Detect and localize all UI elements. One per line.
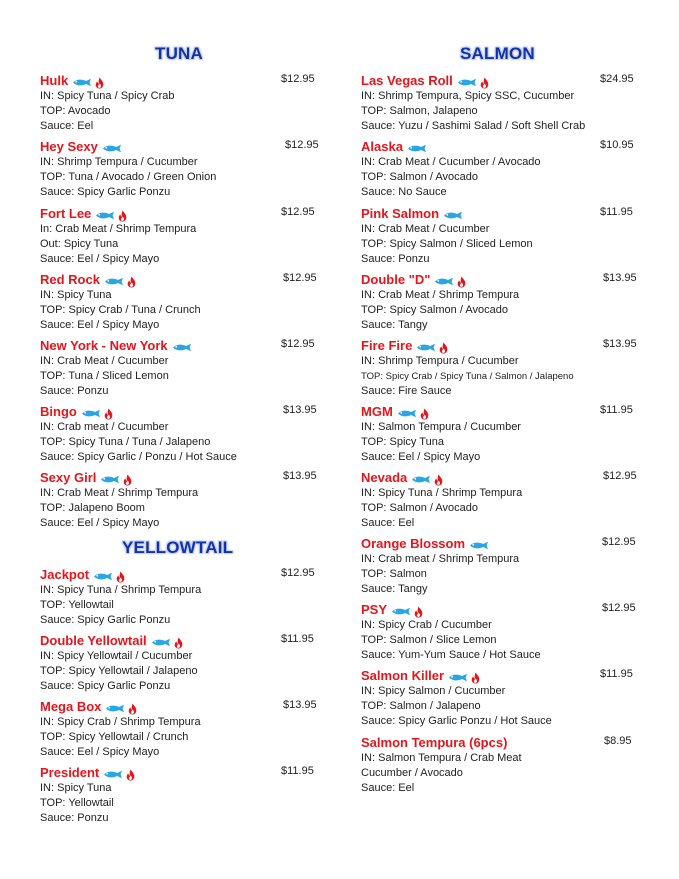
menu-item-detail: IN: Spicy Crab / Shrimp Tempura bbox=[40, 716, 201, 728]
menu-item bbox=[361, 205, 650, 267]
menu-item-detail: Sauce: Eel bbox=[361, 517, 415, 529]
menu-item-detail: TOP: Spicy Tuna / Tuna / Jalapeno bbox=[40, 436, 211, 448]
menu-item-price: $12.95 bbox=[603, 470, 637, 482]
fish-icon bbox=[151, 634, 172, 651]
menu-item-name: Bingo bbox=[40, 404, 77, 419]
menu-item bbox=[40, 72, 331, 134]
menu-item-icons bbox=[102, 140, 125, 158]
fire-icon bbox=[457, 273, 466, 290]
menu-item-detail: In: Crab Meat / Shrimp Tempura bbox=[40, 223, 197, 235]
menu-item-detail: IN: Spicy Tuna / Shrimp Tempura bbox=[361, 487, 523, 499]
fire-icon bbox=[104, 405, 113, 422]
menu-item-detail: TOP: Spicy Crab / Spicy Tuna / Salmon / Jalapeno bbox=[361, 371, 574, 382]
section-title-yellowtail: YELLOWTAIL bbox=[122, 538, 234, 557]
menu-item-detail: TOP: Salmon, Jalapeno bbox=[361, 105, 478, 117]
menu-item-detail: Sauce: Ponzu bbox=[40, 385, 109, 397]
menu-item-name: Jackpot bbox=[40, 567, 90, 582]
menu-item-detail: Sauce: Fire Sauce bbox=[361, 385, 452, 397]
menu-item-name: Las Vegas Roll bbox=[361, 73, 453, 88]
fire-icon bbox=[127, 273, 136, 290]
menu-item-detail: TOP: Salmon bbox=[361, 568, 427, 580]
fire-icon bbox=[434, 471, 443, 488]
menu-item-detail: IN: Shrimp Tempura, Spicy SSC, Cucumber bbox=[361, 90, 575, 102]
menu-item-detail: IN: Crab meat / Cucumber bbox=[40, 421, 169, 433]
menu-item-name: Mega Box bbox=[40, 699, 102, 714]
menu-item-detail: TOP: Spicy Yellowtail / Crunch bbox=[40, 731, 189, 743]
menu-item-price: $13.95 bbox=[283, 699, 317, 711]
fire-icon bbox=[128, 700, 137, 717]
menu-item bbox=[40, 469, 331, 531]
fire-icon bbox=[420, 405, 429, 422]
menu-item bbox=[361, 667, 650, 729]
menu-item-detail: TOP: Spicy Crab / Tuna / Crunch bbox=[40, 304, 201, 316]
menu-item-header bbox=[40, 271, 331, 288]
menu-item-name: Hey Sexy bbox=[40, 139, 98, 154]
menu-item-detail: IN: Spicy Salmon / Cucumber bbox=[361, 685, 506, 697]
menu-item bbox=[40, 698, 331, 760]
menu-item-detail: IN: Crab Meat / Cucumber bbox=[361, 223, 490, 235]
menu-item-detail: IN: Shrimp Tempura / Cucumber bbox=[40, 156, 198, 168]
menu-item-icons bbox=[100, 471, 134, 489]
menu-item-detail: TOP: Spicy Salmon / Sliced Lemon bbox=[361, 238, 533, 250]
menu-item-price: $13.95 bbox=[283, 470, 317, 482]
menu-item bbox=[40, 403, 331, 465]
menu-item-detail: TOP: Spicy Yellowtail / Jalapeno bbox=[40, 665, 198, 677]
menu-item-price: $10.95 bbox=[600, 139, 634, 151]
menu-item bbox=[361, 72, 650, 134]
menu-item-name: Alaska bbox=[361, 139, 403, 154]
menu-item-detail: Sauce: Eel / Spicy Mayo bbox=[40, 746, 160, 758]
menu-item-header bbox=[40, 337, 331, 354]
menu-item-icons bbox=[72, 74, 106, 92]
menu-item-detail: IN: Crab Meat / Shrimp Tempura bbox=[40, 487, 199, 499]
menu-item-detail: Sauce: Eel / Spicy Mayo bbox=[40, 517, 160, 529]
menu-item-price: $24.95 bbox=[600, 73, 634, 85]
menu-item bbox=[361, 601, 650, 663]
menu-item-price: $11.95 bbox=[281, 633, 314, 645]
menu-item-header bbox=[40, 138, 331, 155]
menu-item-header bbox=[361, 469, 650, 486]
menu-item bbox=[361, 271, 650, 333]
menu-item-detail: TOP: Yellowtail bbox=[40, 599, 114, 611]
menu-item-detail: Sauce: Eel / Spicy Mayo bbox=[40, 319, 160, 331]
menu-item-icons bbox=[416, 339, 450, 357]
menu-item-name: New York - New York bbox=[40, 338, 168, 353]
menu-item-price: $13.95 bbox=[283, 404, 317, 416]
menu-item-header bbox=[361, 667, 650, 684]
menu-item-name: Salmon Tempura (6pcs) bbox=[361, 735, 508, 750]
menu-item bbox=[361, 734, 650, 796]
fish-icon bbox=[72, 74, 93, 91]
menu-item-price: $8.95 bbox=[604, 735, 632, 747]
fish-icon bbox=[105, 700, 126, 717]
menu-item-price: $13.95 bbox=[603, 272, 637, 284]
menu-item-detail: TOP: Yellowtail bbox=[40, 797, 114, 809]
menu-item-header bbox=[361, 403, 650, 420]
fire-icon bbox=[118, 207, 127, 224]
menu-item-detail: Sauce: Spicy Garlic Ponzu bbox=[40, 614, 171, 626]
menu-item-detail: TOP: Tuna / Avocado / Green Onion bbox=[40, 171, 217, 183]
menu-item-header bbox=[40, 764, 331, 781]
menu-item bbox=[40, 764, 331, 826]
menu-item-name: Double "D" bbox=[361, 272, 431, 287]
menu-item-price: $13.95 bbox=[603, 338, 637, 350]
menu-item-detail: IN: Salmon Tempura / Crab Meat bbox=[361, 752, 522, 764]
menu-item-icons bbox=[397, 405, 431, 423]
fish-icon bbox=[407, 140, 428, 157]
menu-item-header bbox=[40, 72, 331, 89]
menu-item-icons bbox=[104, 273, 138, 291]
fish-icon bbox=[103, 766, 124, 783]
menu-item-name: Orange Blossom bbox=[361, 536, 466, 551]
menu-item-detail: Sauce: Eel bbox=[40, 120, 94, 132]
menu-item-price: $11.95 bbox=[600, 404, 633, 416]
menu-item-price: $12.95 bbox=[283, 272, 317, 284]
fire-icon bbox=[123, 471, 132, 488]
menu-item-icons bbox=[81, 405, 115, 423]
menu-item bbox=[40, 138, 331, 200]
menu-item-header bbox=[40, 403, 331, 420]
menu-item bbox=[361, 403, 650, 465]
menu-item bbox=[40, 205, 331, 267]
menu-item-header bbox=[361, 734, 650, 751]
menu-item-icons bbox=[391, 603, 425, 621]
menu-item-price: $12.95 bbox=[602, 536, 636, 548]
menu-item-header bbox=[361, 138, 650, 155]
menu-item-detail: TOP: Avocado bbox=[40, 105, 111, 117]
fish-icon bbox=[93, 568, 114, 585]
fish-icon bbox=[411, 471, 432, 488]
menu-item-detail: IN: Crab Meat / Cucumber bbox=[40, 355, 169, 367]
menu-item-detail: Sauce: Spicy Garlic Ponzu bbox=[40, 186, 171, 198]
menu-item-header bbox=[361, 72, 650, 89]
menu-item-detail: TOP: Tuna / Sliced Lemon bbox=[40, 370, 169, 382]
section-title-tuna: TUNA bbox=[155, 44, 204, 63]
menu-item-icons bbox=[105, 700, 139, 718]
menu-item-header bbox=[361, 337, 650, 354]
menu-item-detail: IN: Shrimp Tempura / Cucumber bbox=[361, 355, 519, 367]
fish-icon bbox=[434, 273, 455, 290]
menu-item-detail: Cucumber / Avocado bbox=[361, 767, 463, 779]
menu-item-detail: IN: Crab Meat / Shrimp Tempura bbox=[361, 289, 520, 301]
menu-item-detail: Sauce: Ponzu bbox=[361, 253, 430, 265]
fire-icon bbox=[95, 74, 104, 91]
fish-icon bbox=[100, 471, 121, 488]
menu-item-detail: TOP: Salmon / Avocado bbox=[361, 502, 478, 514]
menu-item-header bbox=[361, 271, 650, 288]
menu-item-icons bbox=[411, 471, 445, 489]
fire-icon bbox=[414, 603, 423, 620]
menu-item-name: Sexy Girl bbox=[40, 470, 97, 485]
menu-item-detail: IN: Spicy Yellowtail / Cucumber bbox=[40, 650, 193, 662]
menu-item-header bbox=[40, 469, 331, 486]
menu-item-detail: Sauce: No Sauce bbox=[361, 186, 447, 198]
menu-item-name: Pink Salmon bbox=[361, 206, 440, 221]
menu-item-detail: IN: Salmon Tempura / Cucumber bbox=[361, 421, 521, 433]
menu-item-detail: Sauce: Spicy Garlic / Ponzu / Hot Sauce bbox=[40, 451, 237, 463]
menu-item-name: Double Yellowtail bbox=[40, 633, 147, 648]
menu-item-price: $12.95 bbox=[281, 338, 315, 350]
menu-item-detail: Sauce: Spicy Garlic Ponzu bbox=[40, 680, 171, 692]
fish-icon bbox=[81, 405, 102, 422]
menu-item-icons bbox=[172, 339, 195, 357]
fish-icon bbox=[102, 140, 123, 157]
menu-item-detail: Out: Spicy Tuna bbox=[40, 238, 119, 250]
menu-item-price: $12.95 bbox=[281, 73, 315, 85]
menu-item-detail: Sauce: Spicy Garlic Ponzu / Hot Sauce bbox=[361, 715, 552, 727]
menu-item-icons bbox=[103, 766, 137, 784]
fire-icon bbox=[471, 669, 480, 686]
menu-item-price: $11.95 bbox=[600, 668, 633, 680]
menu-item-price: $11.95 bbox=[281, 765, 314, 777]
menu-item-detail: Sauce: Eel / Spicy Mayo bbox=[361, 451, 481, 463]
menu-item-icons bbox=[95, 207, 129, 225]
menu-item-detail: TOP: Jalapeno Boom bbox=[40, 502, 145, 514]
menu-item-detail: IN: Crab Meat / Cucumber / Avocado bbox=[361, 156, 541, 168]
menu-item-detail: Sauce: Ponzu bbox=[40, 812, 109, 824]
fish-icon bbox=[104, 273, 125, 290]
menu-item-icons bbox=[448, 669, 482, 687]
menu-item-name: Nevada bbox=[361, 470, 408, 485]
menu-item-name: President bbox=[40, 765, 100, 780]
menu-item-detail: Sauce: Yum-Yum Sauce / Hot Sauce bbox=[361, 649, 541, 661]
fish-icon bbox=[172, 339, 193, 356]
menu-item-name: Fire Fire bbox=[361, 338, 413, 353]
fish-icon bbox=[391, 603, 412, 620]
menu-item-detail: Sauce: Eel / Spicy Mayo bbox=[40, 253, 160, 265]
menu-item-detail: TOP: Salmon / Slice Lemon bbox=[361, 634, 497, 646]
menu-item-name: PSY bbox=[361, 602, 388, 617]
menu-item bbox=[361, 469, 650, 531]
fish-icon bbox=[457, 74, 478, 91]
fire-icon bbox=[480, 74, 489, 91]
menu-item bbox=[40, 566, 331, 628]
menu-item-icons bbox=[443, 207, 466, 225]
menu-item-detail: Sauce: Yuzu / Sashimi Salad / Soft Shell Crab bbox=[361, 120, 586, 132]
menu-item-name: Hulk bbox=[40, 73, 69, 88]
menu-item-icons bbox=[407, 140, 430, 158]
menu-item-detail: IN: Spicy Tuna / Shrimp Tempura bbox=[40, 584, 202, 596]
menu-item bbox=[40, 271, 331, 333]
fire-icon bbox=[126, 766, 135, 783]
menu-item-detail: Sauce: Tangy bbox=[361, 583, 428, 595]
menu-item-detail: IN: Crab meat / Shrimp Tempura bbox=[361, 553, 520, 565]
menu-item-detail: TOP: Salmon / Jalapeno bbox=[361, 700, 481, 712]
menu-item-detail: IN: Spicy Tuna / Spicy Crab bbox=[40, 90, 175, 102]
menu-item-header bbox=[361, 535, 650, 552]
menu-item-price: $12.95 bbox=[281, 206, 315, 218]
menu-item-detail: TOP: Spicy Tuna bbox=[361, 436, 444, 448]
menu-item-icons bbox=[93, 568, 127, 586]
menu-item bbox=[361, 337, 650, 399]
fish-icon bbox=[469, 537, 490, 554]
fish-icon bbox=[443, 207, 464, 224]
menu-item-header bbox=[361, 205, 650, 222]
fish-icon bbox=[448, 669, 469, 686]
fish-icon bbox=[416, 339, 437, 356]
section-title-salmon: SALMON bbox=[460, 44, 535, 63]
menu-item-detail: IN: Spicy Crab / Cucumber bbox=[361, 619, 492, 631]
menu-item-icons bbox=[434, 273, 468, 291]
menu-item-detail: TOP: Salmon / Avocado bbox=[361, 171, 478, 183]
menu-item-header bbox=[40, 566, 331, 583]
fish-icon bbox=[95, 207, 116, 224]
menu-item-icons bbox=[457, 74, 491, 92]
menu-item-icons bbox=[151, 634, 185, 652]
menu-item-header bbox=[40, 205, 331, 222]
menu-item-header bbox=[40, 698, 331, 715]
menu-item bbox=[361, 535, 650, 597]
menu-item-name: Salmon Killer bbox=[361, 668, 445, 683]
menu-item-price: $12.95 bbox=[285, 139, 319, 151]
menu-item-header bbox=[361, 601, 650, 618]
menu-item-price: $11.95 bbox=[600, 206, 633, 218]
fire-icon bbox=[174, 634, 183, 651]
menu-item-header bbox=[40, 632, 331, 649]
menu-item-detail: Sauce: Eel bbox=[361, 782, 415, 794]
fire-icon bbox=[116, 568, 125, 585]
menu-item-price: $12.95 bbox=[281, 567, 315, 579]
menu-item bbox=[40, 337, 331, 399]
menu-item-detail: IN: Spicy Tuna bbox=[40, 782, 112, 794]
fire-icon bbox=[439, 339, 448, 356]
menu-item-detail: TOP: Spicy Salmon / Avocado bbox=[361, 304, 508, 316]
menu-item-name: Fort Lee bbox=[40, 206, 92, 221]
menu-item-name: MGM bbox=[361, 404, 393, 419]
menu-item-detail: IN: Spicy Tuna bbox=[40, 289, 112, 301]
menu-item bbox=[361, 138, 650, 200]
menu-item bbox=[40, 632, 331, 694]
menu-item-name: Red Rock bbox=[40, 272, 100, 287]
menu-item-icons bbox=[469, 537, 492, 555]
menu-item-detail: Sauce: Tangy bbox=[361, 319, 428, 331]
fish-icon bbox=[397, 405, 418, 422]
menu-item-price: $12.95 bbox=[602, 602, 636, 614]
